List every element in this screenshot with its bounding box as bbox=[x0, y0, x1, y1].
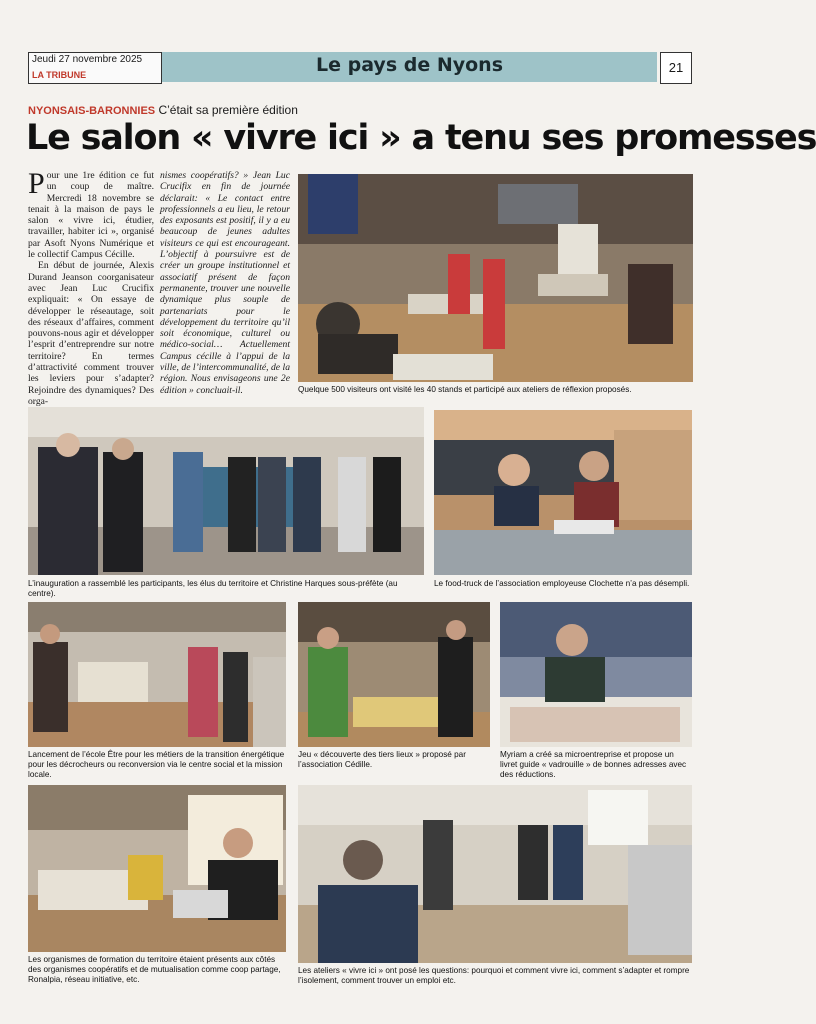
caption-photo-2: L’inauguration a rassemblé les participants, les élus du territoire et Christine Harques sous-préfète (au centre). bbox=[28, 579, 398, 598]
caption-photo-1: Quelque 500 visiteurs ont visité les 40 stands et participé aux ateliers de réflexion proposés. bbox=[298, 385, 632, 394]
newspaper-name: LA TRIBUNE bbox=[32, 70, 87, 80]
caption-photo-8: Les ateliers « vivre ici » ont posé les questions: pourquoi et comment vivre ici, comment s’adapter et rompre l’isolement, comment trouver un emploi etc. bbox=[298, 966, 690, 985]
article-kicker bbox=[28, 103, 298, 117]
kicker-text: C’était sa première édition bbox=[158, 103, 298, 117]
photo-inauguration bbox=[28, 407, 424, 575]
caption-photo-4: Lancement de l’école Être pour les métiers de la transition énergétique pour les décrocheurs ou reconversion via le centre social et la mission locale. bbox=[28, 750, 285, 779]
page-number: 21 bbox=[660, 52, 692, 84]
photo-ecole-etre bbox=[28, 602, 286, 747]
caption-photo-5: Jeu « découverte des tiers lieux » proposé par l’association Cédille. bbox=[298, 750, 466, 769]
photo-salon-hall bbox=[298, 174, 693, 382]
article-column-1 bbox=[28, 167, 154, 407]
paragraph-1: our une 1re édition ce fut un coup de maître. Mercredi 18 novembre se tenait à la maison de pays le salon « vivre ici, étudier, travailler, habiter ici », organisé par Asoft Nyons Numérique et le collectif Campus Cécille. bbox=[28, 170, 154, 261]
paragraph-2: En début de journée, Alexis Durand Jeanson coorganisateur avec Jean Luc Crucifix expliquait: « On essaye de développer le réseautage, soit des réseaux d’affaires, comment pouvons-nous agir et développer l’esprit d’entreprendre sur notre territoire? En termes d’attractivité comment trouver les leviers pour s’adapter? Rejoindre des dynamiques? Des orga- bbox=[28, 260, 154, 407]
issue-date: Jeudi 27 novembre 2025 bbox=[32, 54, 143, 65]
caption-photo-6: Myriam a créé sa microentreprise et propose un livret guide « vadrouille » de bonnes adresses avec des réductions. bbox=[500, 750, 687, 779]
caption-photo-3: Le food-truck de l’association employeuse Clochette n’a pas désempli. bbox=[434, 579, 690, 588]
drop-cap: P bbox=[28, 167, 45, 200]
caption-photo-7: Les organismes de formation du territoire étaient présents aux côtés des organismes coopératifs et de mutualisation comme coop partage, Ronalpia, réseau initiative, etc. bbox=[28, 955, 281, 984]
photo-myriam bbox=[500, 602, 692, 747]
photo-organismes-formation bbox=[28, 785, 286, 952]
region-label: NYONSAIS-BARONNIES bbox=[28, 105, 156, 117]
photo-ateliers bbox=[298, 785, 692, 963]
article-column-2: nismes coopératifs? » Jean Luc Crucifix en fin de journée déclarait: « Le contact entre professionnels a eu lieu, le retour des exposants est positif, il y a eu beaucoup de jeunes adultes visiteurs ce qui est encourageant. L’objectif à poursuivre est de créer un groupe institutionnel et associatif présent de façon permanente, trouver une nouvelle dynamique plus souple de partenariats pour le développement du territoire qu’il soit économique, culturel ou médico-social… Actuellement Campus cécille à l’appui de la ville, de l’intercommunalité, de la région. Nous envisageons une 2e édition » concluait-il. bbox=[160, 170, 290, 396]
headline: Le salon « vivre ici » a tenu ses promesses bbox=[26, 118, 816, 158]
photo-food-truck bbox=[434, 410, 692, 575]
photo-jeu-tiers-lieux bbox=[298, 602, 490, 747]
section-title: Le pays de Nyons bbox=[315, 54, 504, 76]
